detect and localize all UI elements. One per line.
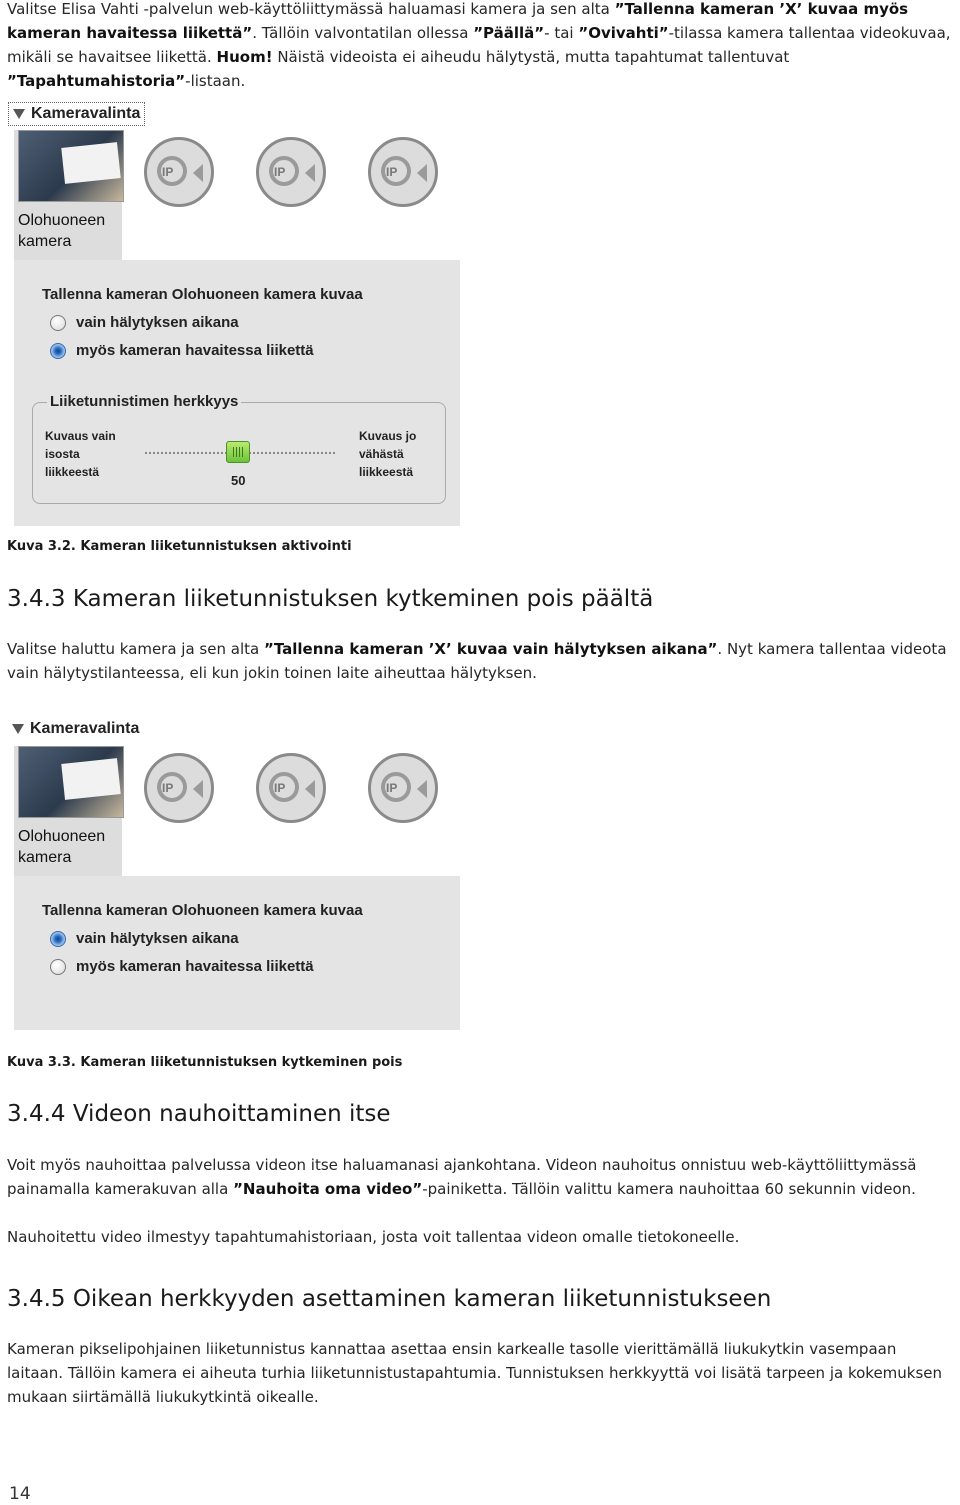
text-3-4-3-2: . Nyt kamera tallentaa videota vain hälytystilanteessa, eli kun jokin toinen laite aiheuttaa hälytyksen. [7,640,947,682]
intro-paragraph [7,0,952,93]
ip-camera-icon-text: IP [162,781,174,795]
intro-text-5: Näistä videoista ei aiheudu hälytystä, mutta tapahtumat tallentuvat [272,48,790,66]
bold-3-4-3-1: ”Tallenna kameran ’X’ kuvaa vain hälytyksen aikana” [263,640,718,658]
intro-bold-1: ”Tallenna kameran ’X’ kuvaa myös kameran havaitessa liikettä” [7,0,909,42]
figure-camera-selection-motion [8,102,460,526]
figure-camera-selection-alarm [8,718,460,1030]
settings-area [14,876,460,1030]
triangle-down-icon [13,109,25,119]
camera-label-line2: kamera [18,233,72,250]
radio-label-motion: myös kameran havaitessa liikettä [76,958,314,975]
radio-button[interactable] [50,959,66,975]
intro-bold-4: Huom! [216,48,273,66]
ip-camera-icon-text: IP [386,781,398,795]
ip-camera-icon-text: IP [386,165,398,179]
intro-text-2: . Tällöin valvontatilan ollessa [252,24,474,42]
paragraph-3-4-5: Kameran pikselipohjainen liiketunnistus kannattaa asettaa ensin karkealle tasolle vierittämällä liukukytkin vasempaan laitaan. Tällöin kamera ei aiheuta turhia liiketunnistustapahtumia. Tunnistuksen herkkyyttä voi lisätä tarpeen ja kokemuksen mukaan siirtämällä liukukytkintä oikealle. [7,1340,943,1406]
radio-option-alarm[interactable] [50,314,239,331]
camera-label [18,210,105,252]
figure-caption-3-3: Kuva 3.3. Kameran liiketunnistuksen kytkeminen pois [7,1055,403,1070]
left-label-line: isosta [45,447,80,461]
intro-bold-5: ”Tapahtumahistoria” [7,72,186,90]
right-label-line: liikkeestä [359,465,414,479]
record-title: Tallenna kameran Olohuoneen kamera kuvaa [42,902,363,919]
left-label-line: liikkeestä [45,465,100,479]
page-number: 14 [9,1484,31,1504]
intro-bold-2: ”Päällä” [473,24,545,42]
camera-label-line1: Olohuoneen [18,212,106,229]
panel-title-label: Kameravalinta [30,720,140,737]
text-3-4-4-1: Voit myös nauhoittaa palvelussa videon itse haluamanasi ajankohtana. Videon nauhoitus onnistuu web-käyttöliittymässä painamalla kamerakuvan alla [7,1156,917,1198]
ip-camera-icon-text: IP [162,165,174,179]
heading-3-4-4: 3.4.4 Videon nauhoittaminen itse [7,1101,391,1127]
ip-camera-icon-text: IP [274,165,286,179]
intro-text-6: -listaan. [185,72,246,90]
radio-label-motion: myös kameran havaitessa liikettä [76,342,314,359]
settings-area [14,260,460,526]
panel-title-kameravalinta[interactable] [8,718,143,740]
ip-camera-icon[interactable] [368,753,438,823]
triangle-down-icon [12,724,24,734]
radio-button-selected[interactable] [50,931,66,947]
panel-title-label: Kameravalinta [31,105,141,122]
text-3-4-4-2: -painiketta. Tällöin valittu kamera nauhoittaa 60 sekunnin videon. [422,1180,916,1198]
sensitivity-value: 50 [231,473,246,488]
sensitivity-fieldset [32,393,446,504]
radio-button-selected[interactable] [50,343,66,359]
ip-camera-icon[interactable] [368,137,438,207]
bold-3-4-4-1: ”Nauhoita oma video” [233,1180,423,1198]
camera-label-line1: Olohuoneen [18,828,106,845]
ip-camera-icon[interactable] [256,753,326,823]
sensitivity-slider-handle[interactable] [226,441,250,463]
radio-option-alarm[interactable] [50,930,239,947]
radio-label-alarm: vain hälytyksen aikana [76,314,239,331]
intro-text-3: - tai [544,24,579,42]
intro-bold-3: ”Ovivahti” [578,24,669,42]
intro-text-1: Valitse Elisa Vahti -palvelun web-käyttöliittymässä haluamasi kamera ja sen alta [7,0,615,18]
heading-3-4-5: 3.4.5 Oikean herkkyyden asettaminen kameran liiketunnistukseen [7,1286,772,1312]
camera-label [18,826,105,868]
camera-preview-image [18,130,124,202]
camera-thumbnail[interactable] [14,130,122,260]
heading-3-4-3: 3.4.3 Kameran liiketunnistuksen kytkeminen pois päältä [7,586,654,612]
radio-option-motion[interactable] [50,958,314,975]
right-label-line: vähästä [359,447,404,461]
ip-camera-icon[interactable] [144,137,214,207]
record-title: Tallenna kameran Olohuoneen kamera kuvaa [42,286,363,303]
text-3-4-3-1: Valitse haluttu kamera ja sen alta [7,640,264,658]
left-label-line: Kuvaus vain [45,429,116,443]
paragraph-3-4-4-2: Nauhoitettu video ilmestyy tapahtumahistoriaan, josta voit tallentaa videon omalle tietokoneelle. [7,1228,740,1246]
radio-label-alarm: vain hälytyksen aikana [76,930,239,947]
ip-camera-icon-text: IP [274,781,286,795]
radio-button[interactable] [50,315,66,331]
panel-title-kameravalinta[interactable] [8,102,145,126]
sensitivity-legend: Liiketunnistimen herkkyys [47,393,241,410]
figure-caption-3-2: Kuva 3.2. Kameran liiketunnistuksen aktivointi [7,539,352,554]
intro-text-4: -tilassa kamera tallentaa videokuvaa, mikäli se havaitsee liikettä. [7,24,951,66]
radio-option-motion[interactable] [50,342,314,359]
camera-thumbnail[interactable] [14,746,122,876]
sensitivity-left-label [45,427,116,481]
camera-label-line2: kamera [18,849,72,866]
ip-camera-icon[interactable] [256,137,326,207]
camera-preview-image [18,746,124,818]
ip-camera-icon[interactable] [144,753,214,823]
right-label-line: Kuvaus jo [359,429,417,443]
sensitivity-right-label [359,427,416,481]
paragraph-3-4-4-1 [7,1153,952,1201]
paragraph-3-4-3 [7,637,952,685]
